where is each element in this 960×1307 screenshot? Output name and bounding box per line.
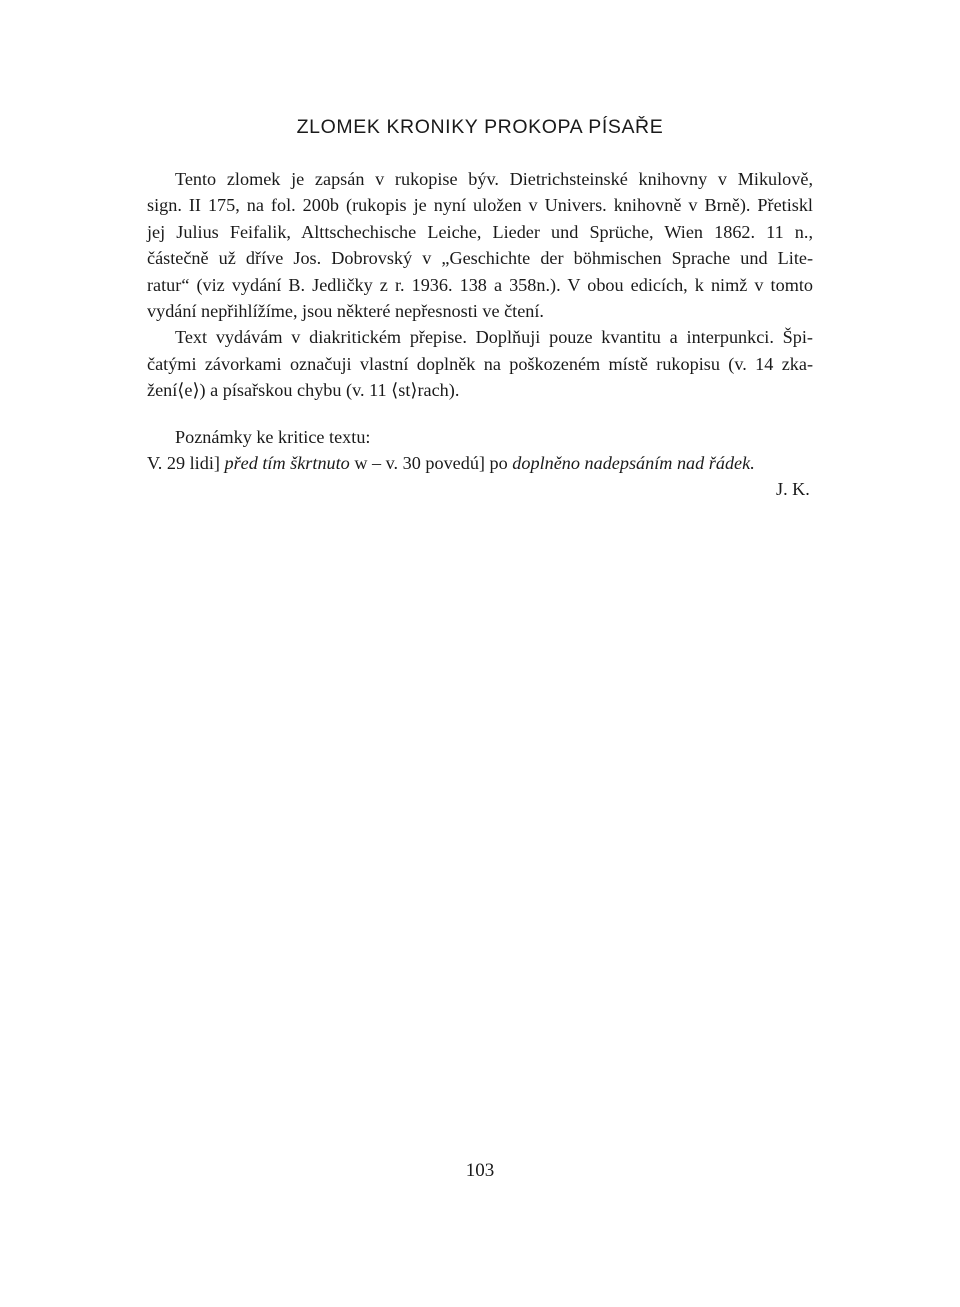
paragraph-edition-method	[147, 324, 813, 403]
note-italic-text: před tím škrtnuto	[224, 453, 350, 473]
note-italic-text: doplněno nadepsáním nad řádek.	[512, 453, 755, 473]
note-text: w – v. 30 povedú] po	[354, 453, 508, 473]
page-number: 103	[465, 1160, 495, 1181]
introduction-text	[147, 166, 813, 404]
text-line: ratur“ (viz vydání B. Jedličky z r. 1936. 138 a 358n.). V obou edicích, k nimž v tomto	[147, 274, 813, 295]
text-line: vydání nepřihlížíme, jsou některé nepřesnosti ve čtení.	[147, 301, 544, 322]
text-line: jej Julius Feifalik, Alttschechische Leiche, Lieder und Sprüche, Wien 1862. 11 n.,	[147, 221, 813, 242]
author-signature: J. K.	[776, 479, 810, 499]
note-text: V. 29 lidi]	[147, 453, 220, 473]
critical-notes	[147, 424, 813, 476]
notes-heading: Poznámky ke kritice textu:	[175, 427, 371, 447]
text-line: Text vydávám v diakritickém přepise. Doplňuji pouze kvantitu a interpunkci. Špi-	[175, 327, 813, 348]
text-line: žení⟨e⟩) a písařskou chybu (v. 11 ⟨st⟩rach).	[147, 380, 460, 401]
text-line: čatými závorkami označuji vlastní doplněk na poškozeném místě rukopisu (v. 14 zka-	[147, 353, 813, 374]
text-line: částečně už dříve Jos. Dobrovský v „Geschichte der böhmischen Sprache und Lite-	[147, 248, 813, 269]
page-title: ZLOMEK KRONIKY PROKOPA PÍSAŘE	[296, 116, 664, 138]
text-line: sign. II 175, na fol. 200b (rukopis je nyní uložen v Univers. knihovně v Brně). Přetiskl	[147, 195, 813, 216]
note-entry	[147, 450, 813, 476]
text-line: Tento zlomek je zapsán v rukopise býv. Dietrichsteinské knihovny v Mikulově,	[175, 169, 813, 189]
paragraph-source-description	[147, 166, 813, 324]
